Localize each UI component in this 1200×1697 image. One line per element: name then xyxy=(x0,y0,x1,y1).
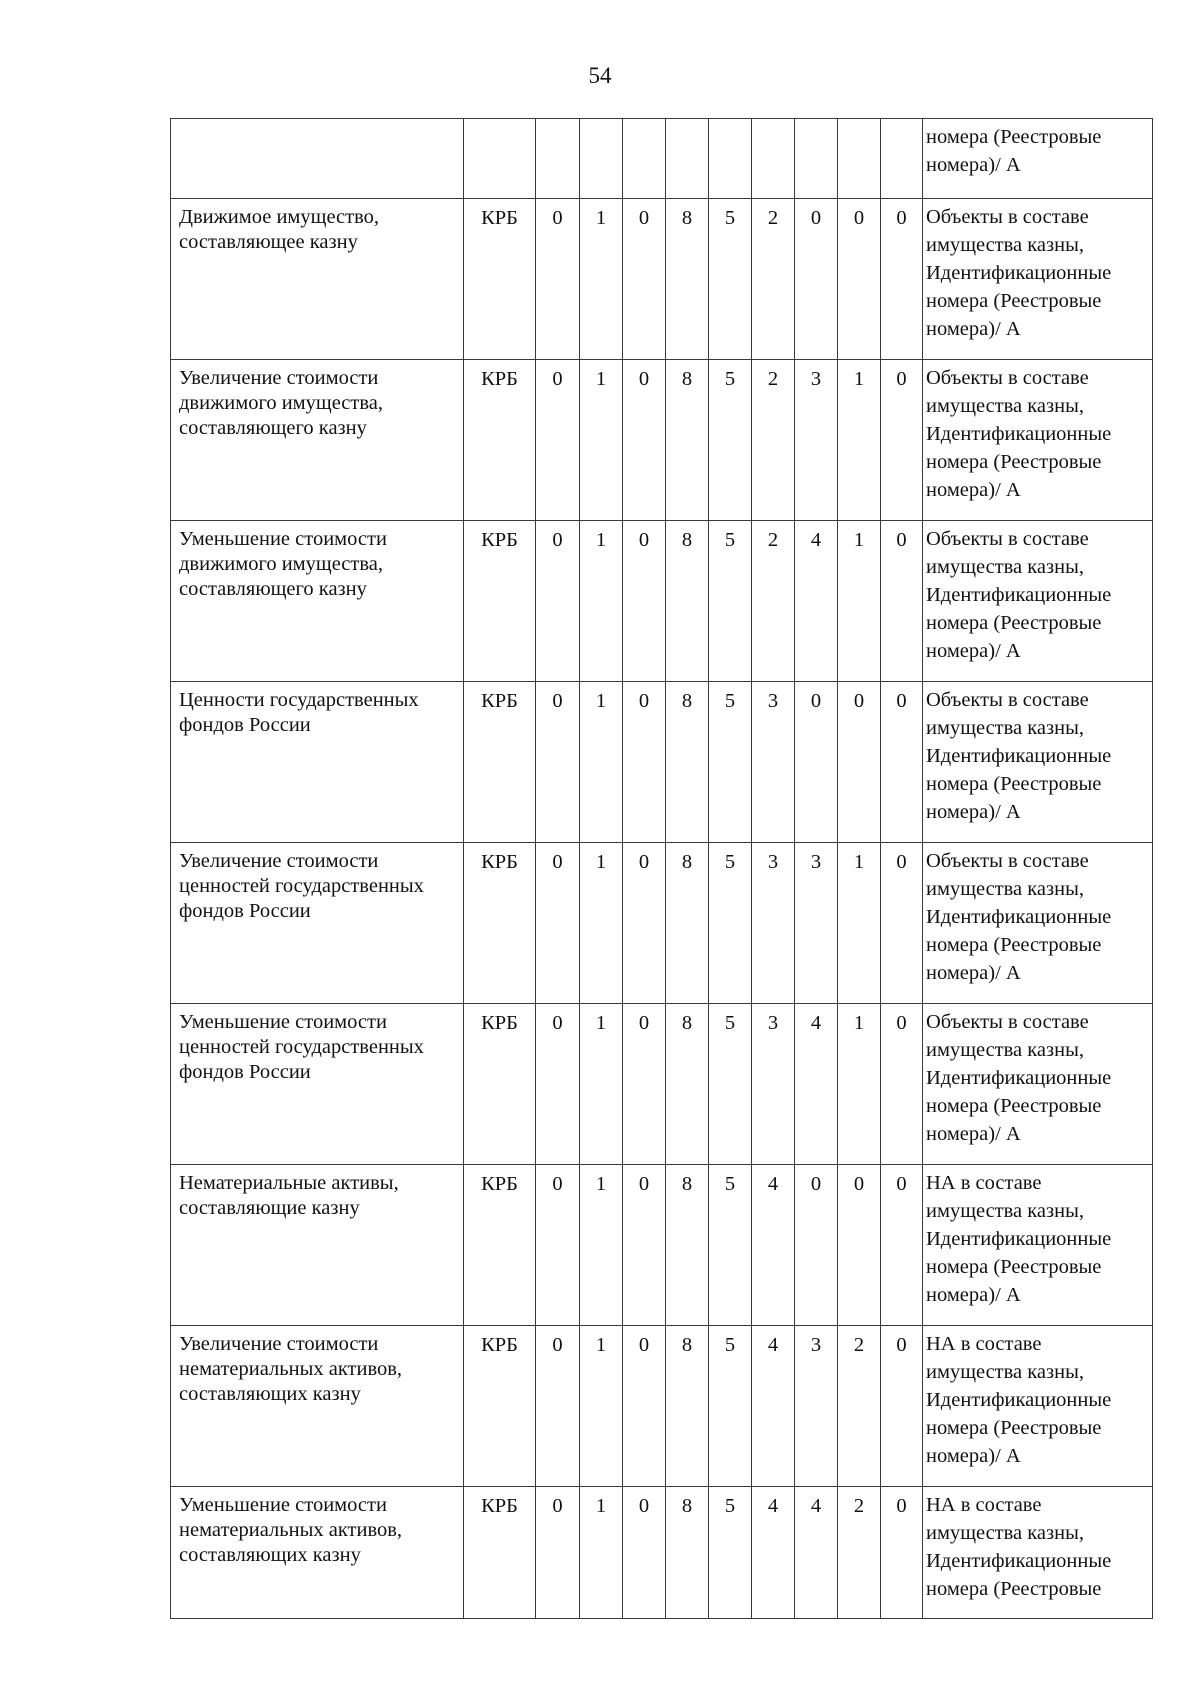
analytics-line: номера (Реестровые xyxy=(926,773,1102,795)
account-name-line: составляющее казну xyxy=(179,231,358,253)
account-digit-cell: 0 xyxy=(881,199,923,360)
analytics-line: номера (Реестровые xyxy=(926,934,1102,956)
code-cell: КРБ xyxy=(464,1487,536,1619)
account-name-line: Уменьшение стоимости xyxy=(179,528,387,550)
account-name-line: нематериальных активов, xyxy=(179,1358,403,1380)
table-row xyxy=(171,1004,1153,1165)
account-digit-cell: 4 xyxy=(752,1487,795,1619)
analytics-line: Идентификационные xyxy=(926,1389,1112,1411)
code-cell: КРБ xyxy=(464,199,536,360)
account-digit-cell: 3 xyxy=(752,843,795,1004)
account-digit-cell: 1 xyxy=(580,360,623,521)
analytics-line: Идентификационные xyxy=(926,423,1112,445)
account-name-cell xyxy=(171,843,464,1004)
analytics-line: Идентификационные xyxy=(926,745,1112,767)
account-digit-cell: 8 xyxy=(666,1165,709,1326)
account-digit-cell: 0 xyxy=(623,843,666,1004)
analytics-line: имущества казны, xyxy=(926,878,1084,900)
account-name-line: Нематериальные активы, xyxy=(179,1172,399,1194)
account-digit-cell: 0 xyxy=(536,521,580,682)
account-name-cell xyxy=(171,199,464,360)
code-cell: КРБ xyxy=(464,1004,536,1165)
account-digit-cell: 3 xyxy=(752,682,795,843)
account-name-line: составляющих казну xyxy=(179,1383,361,1405)
analytics-cell xyxy=(923,199,1153,360)
account-name-line: Уменьшение стоимости xyxy=(179,1011,387,1033)
analytics-line: НА в составе xyxy=(926,1333,1042,1355)
account-digit-cell: 3 xyxy=(752,1004,795,1165)
account-digit-cell: 8 xyxy=(666,1004,709,1165)
account-name-cell xyxy=(171,521,464,682)
register-table-body xyxy=(171,119,1153,1619)
account-digit-cell: 8 xyxy=(666,1326,709,1487)
account-name-cell xyxy=(171,1004,464,1165)
analytics-line: Идентификационные xyxy=(926,1067,1112,1089)
account-digit-cell: 5 xyxy=(709,843,752,1004)
analytics-line: Идентификационные xyxy=(926,906,1112,928)
account-digit-cell: 0 xyxy=(795,1165,838,1326)
account-name-line: нематериальных активов, xyxy=(179,1519,403,1541)
account-name-cell xyxy=(171,360,464,521)
analytics-line: Идентификационные xyxy=(926,1228,1112,1250)
account-name-line: фондов России xyxy=(179,900,311,922)
analytics-line: номера)/ А xyxy=(926,801,1021,823)
register-table xyxy=(170,118,1153,1619)
account-digit-cell: 4 xyxy=(795,1004,838,1165)
analytics-line: имущества казны, xyxy=(926,556,1084,578)
account-digit-cell: 1 xyxy=(838,360,881,521)
account-digit-cell: 8 xyxy=(666,1487,709,1619)
account-digit-cell: 5 xyxy=(709,682,752,843)
account-digit-cell: 0 xyxy=(838,1165,881,1326)
account-name-line: Уменьшение стоимости xyxy=(179,1494,387,1516)
account-digit-cell: 0 xyxy=(881,843,923,1004)
table-row-continuation xyxy=(171,119,1153,199)
account-digit-cell: 3 xyxy=(795,360,838,521)
analytics-line: Объекты в составе xyxy=(926,850,1089,872)
account-digit-cell: 0 xyxy=(881,1004,923,1165)
account-digit-cell: 8 xyxy=(666,843,709,1004)
analytics-line: номера)/ А xyxy=(926,318,1021,340)
account-digit-cell: 2 xyxy=(838,1487,881,1619)
account-name-line: составляющего казну xyxy=(179,417,367,439)
analytics-line: Идентификационные xyxy=(926,584,1112,606)
account-name-cell xyxy=(171,119,464,199)
account-digit-cell: 5 xyxy=(709,521,752,682)
analytics-line: Объекты в составе xyxy=(926,689,1089,711)
account-digit-cell: 2 xyxy=(838,1326,881,1487)
analytics-line: номера)/ А xyxy=(926,154,1021,176)
account-digit-cell: 1 xyxy=(580,1165,623,1326)
account-digit-cell xyxy=(666,119,709,199)
account-digit-cell: 1 xyxy=(838,843,881,1004)
account-digit-cell xyxy=(536,119,580,199)
analytics-line: имущества казны, xyxy=(926,717,1084,739)
account-name-line: составляющего казну xyxy=(179,578,367,600)
account-digit-cell: 0 xyxy=(623,1326,666,1487)
analytics-line: номера)/ А xyxy=(926,1123,1021,1145)
account-digit-cell: 0 xyxy=(623,1487,666,1619)
analytics-line: номера)/ А xyxy=(926,1284,1021,1306)
table-row xyxy=(171,521,1153,682)
analytics-line: НА в составе xyxy=(926,1172,1042,1194)
account-name-line: Ценности государственных xyxy=(179,689,419,711)
analytics-line: Объекты в составе xyxy=(926,1011,1089,1033)
account-digit-cell: 0 xyxy=(623,521,666,682)
account-digit-cell: 0 xyxy=(795,199,838,360)
analytics-line: имущества казны, xyxy=(926,234,1084,256)
account-digit-cell: 1 xyxy=(580,682,623,843)
account-name-cell xyxy=(171,1326,464,1487)
analytics-line: номера (Реестровые xyxy=(926,1417,1102,1439)
account-digit-cell: 1 xyxy=(580,199,623,360)
analytics-line: номера)/ А xyxy=(926,962,1021,984)
analytics-line: Идентификационные xyxy=(926,262,1112,284)
account-digit-cell: 0 xyxy=(536,1326,580,1487)
account-digit-cell: 1 xyxy=(580,1004,623,1165)
account-digit-cell: 1 xyxy=(580,1326,623,1487)
account-digit-cell: 2 xyxy=(752,521,795,682)
analytics-cell xyxy=(923,521,1153,682)
code-cell: КРБ xyxy=(464,1165,536,1326)
analytics-line: Идентификационные xyxy=(926,1550,1112,1572)
account-digit-cell: 4 xyxy=(752,1326,795,1487)
account-digit-cell: 3 xyxy=(795,843,838,1004)
account-digit-cell xyxy=(881,119,923,199)
account-digit-cell xyxy=(580,119,623,199)
code-cell: КРБ xyxy=(464,1326,536,1487)
analytics-cell xyxy=(923,1326,1153,1487)
account-digit-cell: 4 xyxy=(795,521,838,682)
account-name-line: ценностей государственных xyxy=(179,1036,424,1058)
account-digit-cell: 4 xyxy=(752,1165,795,1326)
table-row xyxy=(171,199,1153,360)
table-row xyxy=(171,682,1153,843)
analytics-line: имущества казны, xyxy=(926,395,1084,417)
account-digit-cell: 0 xyxy=(881,1487,923,1619)
analytics-cell xyxy=(923,1004,1153,1165)
account-digit-cell: 0 xyxy=(623,682,666,843)
code-cell: КРБ xyxy=(464,360,536,521)
analytics-line: Объекты в составе xyxy=(926,367,1089,389)
account-digit-cell: 5 xyxy=(709,360,752,521)
table-row xyxy=(171,360,1153,521)
account-digit-cell: 0 xyxy=(881,1326,923,1487)
account-digit-cell: 1 xyxy=(838,1004,881,1165)
table-row xyxy=(171,1165,1153,1326)
analytics-line: номера (Реестровые xyxy=(926,290,1102,312)
account-digit-cell: 8 xyxy=(666,521,709,682)
account-digit-cell: 1 xyxy=(580,521,623,682)
account-name-line: ценностей государственных xyxy=(179,875,424,897)
analytics-line: имущества казны, xyxy=(926,1361,1084,1383)
analytics-line: номера)/ А xyxy=(926,479,1021,501)
account-digit-cell: 0 xyxy=(536,199,580,360)
analytics-line: номера (Реестровые xyxy=(926,612,1102,634)
analytics-cell xyxy=(923,1165,1153,1326)
account-digit-cell: 0 xyxy=(881,521,923,682)
account-name-line: составляющие казну xyxy=(179,1197,360,1219)
account-name-line: Движимое имущество, xyxy=(179,206,380,228)
code-cell: КРБ xyxy=(464,682,536,843)
code-cell xyxy=(464,119,536,199)
account-digit-cell: 0 xyxy=(623,199,666,360)
analytics-cell xyxy=(923,119,1153,199)
account-name-line: фондов России xyxy=(179,714,311,736)
account-digit-cell: 5 xyxy=(709,1004,752,1165)
account-digit-cell: 0 xyxy=(623,1004,666,1165)
account-digit-cell xyxy=(623,119,666,199)
account-name-line: Увеличение стоимости xyxy=(179,1333,379,1355)
account-digit-cell: 0 xyxy=(536,843,580,1004)
account-digit-cell: 3 xyxy=(795,1326,838,1487)
account-digit-cell: 8 xyxy=(666,199,709,360)
account-digit-cell: 5 xyxy=(709,199,752,360)
account-digit-cell: 0 xyxy=(536,1004,580,1165)
account-digit-cell: 2 xyxy=(752,360,795,521)
account-digit-cell: 0 xyxy=(795,682,838,843)
analytics-line: имущества казны, xyxy=(926,1522,1084,1544)
analytics-line: имущества казны, xyxy=(926,1039,1084,1061)
analytics-line: НА в составе xyxy=(926,1494,1042,1516)
account-digit-cell: 1 xyxy=(580,1487,623,1619)
account-name-line: Увеличение стоимости xyxy=(179,367,379,389)
account-digit-cell: 1 xyxy=(838,521,881,682)
analytics-cell xyxy=(923,360,1153,521)
account-digit-cell xyxy=(752,119,795,199)
account-digit-cell: 8 xyxy=(666,682,709,843)
account-name-line: движимого имущества, xyxy=(179,553,383,575)
account-digit-cell: 0 xyxy=(623,1165,666,1326)
account-digit-cell xyxy=(709,119,752,199)
account-digit-cell xyxy=(838,119,881,199)
analytics-line: номера)/ А xyxy=(926,1445,1021,1467)
table-row xyxy=(171,1326,1153,1487)
analytics-line: номера (Реестровые xyxy=(926,1095,1102,1117)
table-row xyxy=(171,1487,1153,1619)
account-name-line: Увеличение стоимости xyxy=(179,850,379,872)
account-digit-cell xyxy=(795,119,838,199)
analytics-line: Объекты в составе xyxy=(926,206,1089,228)
analytics-cell xyxy=(923,682,1153,843)
account-digit-cell: 4 xyxy=(795,1487,838,1619)
analytics-line: номера (Реестровые xyxy=(926,451,1102,473)
account-digit-cell: 0 xyxy=(536,682,580,843)
analytics-line: Объекты в составе xyxy=(926,528,1089,550)
analytics-line: номера (Реестровые xyxy=(926,1578,1102,1600)
analytics-cell xyxy=(923,1487,1153,1619)
account-digit-cell: 0 xyxy=(881,360,923,521)
account-digit-cell: 0 xyxy=(881,682,923,843)
analytics-line: номера (Реестровые xyxy=(926,1256,1102,1278)
account-digit-cell: 0 xyxy=(838,682,881,843)
analytics-line: номера (Реестровые xyxy=(926,126,1102,148)
account-digit-cell: 2 xyxy=(752,199,795,360)
account-digit-cell: 0 xyxy=(838,199,881,360)
code-cell: КРБ xyxy=(464,521,536,682)
page-number: 54 xyxy=(588,63,612,88)
account-digit-cell: 8 xyxy=(666,360,709,521)
account-name-cell xyxy=(171,1487,464,1619)
account-name-line: движимого имущества, xyxy=(179,392,383,414)
table-row xyxy=(171,843,1153,1004)
account-digit-cell: 5 xyxy=(709,1326,752,1487)
account-digit-cell: 0 xyxy=(881,1165,923,1326)
account-name-cell xyxy=(171,1165,464,1326)
account-name-line: фондов России xyxy=(179,1061,311,1083)
account-name-line: составляющих казну xyxy=(179,1544,361,1566)
code-cell: КРБ xyxy=(464,843,536,1004)
account-digit-cell: 5 xyxy=(709,1165,752,1326)
account-digit-cell: 1 xyxy=(580,843,623,1004)
analytics-cell xyxy=(923,843,1153,1004)
account-digit-cell: 0 xyxy=(536,360,580,521)
account-digit-cell: 0 xyxy=(536,1165,580,1326)
analytics-line: номера)/ А xyxy=(926,640,1021,662)
account-name-cell xyxy=(171,682,464,843)
account-digit-cell: 0 xyxy=(623,360,666,521)
analytics-line: имущества казны, xyxy=(926,1200,1084,1222)
account-digit-cell: 5 xyxy=(709,1487,752,1619)
account-digit-cell: 0 xyxy=(536,1487,580,1619)
